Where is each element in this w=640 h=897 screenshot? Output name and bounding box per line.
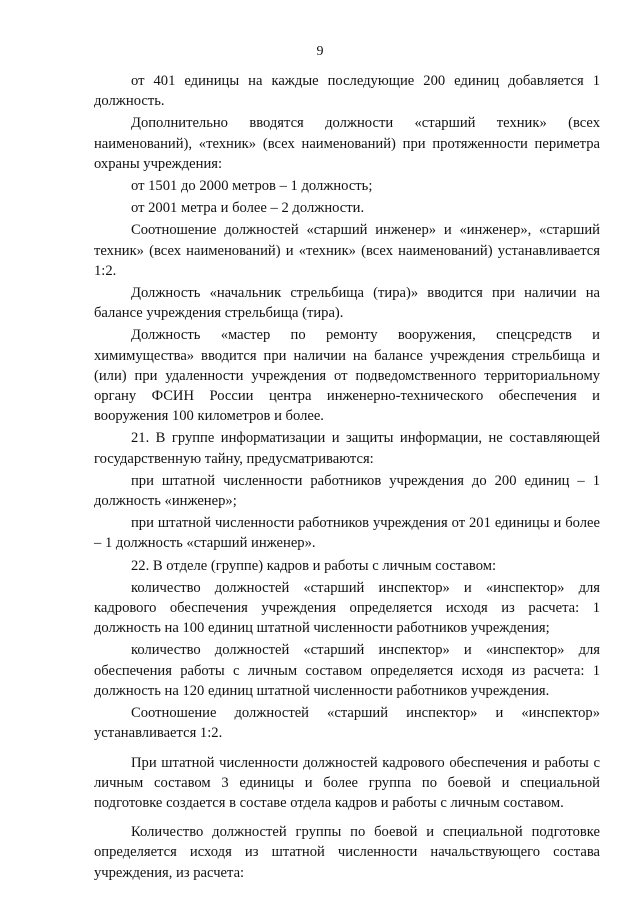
paragraph: при штатной численности работников учреждения до 200 единиц – 1 должность «инженер»; xyxy=(94,472,600,510)
paragraph: Дополнительно вводятся должности «старший техник» (всех наименований), «техник» (всех наименований) при протяженности периметра охраны учреждения: xyxy=(94,115,600,172)
paragraph: Должность «мастер по ремонту вооружения, спецсредств и химимущества» вводится при наличии на балансе учреждения стрельбища и (или) при удаленности учреждения от подведомственного территориальному органу ФСИН России центра инженерно-технического обеспечения и вооружения 100 километров и более. xyxy=(94,327,600,425)
paragraph: количество должностей «старший инспектор» и «инспектор» для кадрового обеспечения учреждения определяется исходя из расчета: 1 должность на 100 единиц штатной численности работников учреждения; xyxy=(94,579,600,637)
paragraph: 21. В группе информатизации и защиты информации, не составляющей государственную тайну, предусматриваются: xyxy=(94,430,600,467)
paragraph: Соотношение должностей «старший инженер» и «инженер», «старший техник» (всех наименований) и «техник» (всех наименований) устанавливается 1:2. xyxy=(94,222,600,279)
paragraph: Количество должностей группы по боевой и специальной подготовке определяется исходя из штатной численности начальствующего состава учреждения, из расчета: xyxy=(94,824,600,881)
paragraph: 22. В отделе (группе) кадров и работы с личным составом: xyxy=(131,557,497,574)
paragraph: Соотношение должностей «старший инспектор» и «инспектор» устанавливается 1:2. xyxy=(94,705,600,742)
document-body xyxy=(94,71,600,883)
paragraph: от 2001 метра и более – 2 должности. xyxy=(131,200,365,217)
paragraph: При штатной численности должностей кадрового обеспечения и работы с личным составом 3 единицы и более группа по боевой и специальной подготовке создается в составе отдела кадров и работы с личным составом. xyxy=(94,754,600,811)
paragraph: при штатной численности работников учреждения от 201 единицы и более – 1 должность «старший инженер». xyxy=(94,515,600,552)
paragraph: Должность «начальник стрельбища (тира)» вводится при наличии на балансе учреждения стрельбища (тира). xyxy=(94,285,600,322)
page-number: 9 xyxy=(316,44,324,59)
paragraph: количество должностей «старший инспектор» и «инспектор» для обеспечения работы с личным составом определяется исходя из расчета: 1 должность на 120 единиц штатной численности работников учреждения. xyxy=(94,642,600,699)
paragraph: от 401 единицы на каждые последующие 200 единиц добавляется 1 должность. xyxy=(94,73,600,110)
paragraph: от 1501 до 2000 метров – 1 должность; xyxy=(131,178,373,195)
